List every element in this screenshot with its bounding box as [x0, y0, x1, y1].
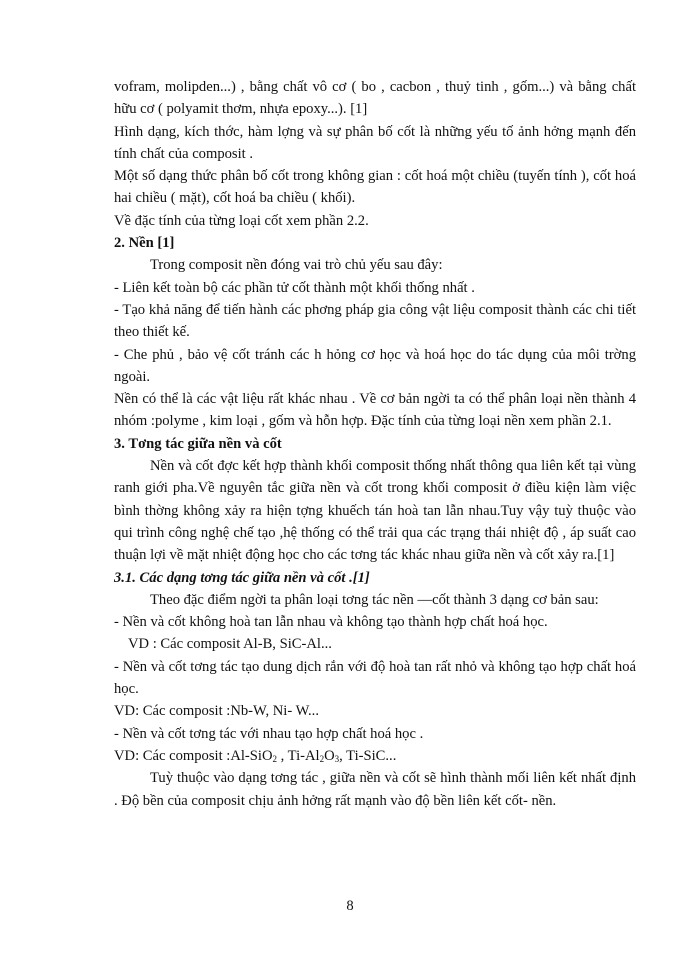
- paragraph: Nền và cốt đợc kết hợp thành khối composit thống nhất thông qua liên kết tại vùng ranh giới pha.Về nguyên tắc giữa nền và cốt trong khối composit ở điều kiện làm việc bình thờng không xảy ra hiện tợng khuếch tán hoà tan lẫn nhau.Tuy vậy tuỳ thuộc vào qui trình công nghệ chế tạo ,hệ thống có thể trải qua các trạng thái nhiệt độ , áp suất cao thuận lợi về mặt nhiệt động học cho các tơng tác khác nhau giữa nền và cốt xảy ra.[1]: [114, 458, 636, 564]
- text-run: O: [324, 747, 335, 764]
- paragraph: vofram, molipden...) , bằng chất vô cơ ( bo , cacbon , thuỷ tinh , gốm...) và bằng chất hữu cơ ( polyamit thơm, nhựa epoxy...). [1]: [114, 79, 636, 118]
- page-body: [114, 76, 636, 812]
- paragraph: Một số dạng thức phân bố cốt trong không gian : cốt hoá một chiều (tuyến tính ), cốt hoá hai chiều ( mặt), cốt hoá ba chiều ( khối).: [114, 168, 636, 207]
- section-heading-3: 3. Tơng tác giữa nền và cốt: [114, 435, 282, 452]
- list-item: - Nền và cốt tơng tác với nhau tạo hợp chất hoá học .: [114, 725, 424, 742]
- subscript: 2: [319, 753, 325, 764]
- list-item: - Liên kết toàn bộ các phần tử cốt thành một khối thống nhất .: [114, 279, 475, 296]
- subscript: 2: [272, 753, 277, 764]
- paragraph: Nền có thể là các vật liệu rất khác nhau . Về cơ bản ngời ta có thể phân loại nền thành 4 nhóm :polyme , kim loại , gốm và hỗn hợp. Đặc tính của từng loại nền xem phần 2.1.: [114, 391, 636, 430]
- section-heading-2: 2. Nền [1]: [114, 235, 175, 252]
- list-item: - Che phủ , bảo vệ cốt tránh các h hỏng cơ học và hoá học do tác dụng của môi trờng ngoài.: [114, 346, 636, 385]
- paragraph: Trong composit nền đóng vai trò chủ yếu sau đây:: [150, 257, 443, 274]
- example-line: VD: Các composit :Nb-W, Ni- W...: [114, 703, 319, 720]
- paragraph: Hình dạng, kích thớc, hàm lợng và sự phân bố cốt là những yếu tố ảnh hởng mạnh đến tính chất của composit .: [114, 123, 636, 162]
- subscript: 3: [334, 753, 340, 764]
- list-item: - Nền và cốt tơng tác tạo dung dịch rắn với độ hoà tan rất nhỏ và không tạo hợp chất hoá học.: [114, 658, 636, 698]
- text-run: , Ti-Al: [277, 747, 320, 764]
- list-item: - Tạo khả năng để tiến hành các phơng pháp gia công vật liệu composit thành các chi tiết theo thiết kế.: [114, 301, 636, 341]
- section-heading-3-1: 3.1. Các dạng tơng tác giữa nền và cốt .[1]: [114, 569, 370, 586]
- text-run: , Ti-SiC...: [339, 747, 397, 764]
- list-item: - Nền và cốt không hoà tan lẫn nhau và không tạo thành hợp chất hoá học.: [114, 614, 548, 631]
- example-line: VD : Các composit Al-B, SiC-Al...: [128, 636, 332, 653]
- page-number: 8: [346, 898, 354, 914]
- text-run: VD: Các composit :Al-SiO: [114, 747, 273, 764]
- paragraph: Về đặc tính của từng loại cốt xem phần 2.2.: [114, 212, 369, 229]
- paragraph: Tuỳ thuộc vào dạng tơng tác , giữa nền và cốt sẽ hình thành mối liên kết nhất định . Độ bền của composit chịu ảnh hởng rất mạnh vào độ bền liên kết cốt- nền.: [114, 770, 636, 809]
- example-line: [114, 745, 636, 767]
- paragraph: Theo đặc điểm ngời ta phân loại tơng tác nền —cốt thành 3 dạng cơ bản sau:: [150, 591, 599, 608]
